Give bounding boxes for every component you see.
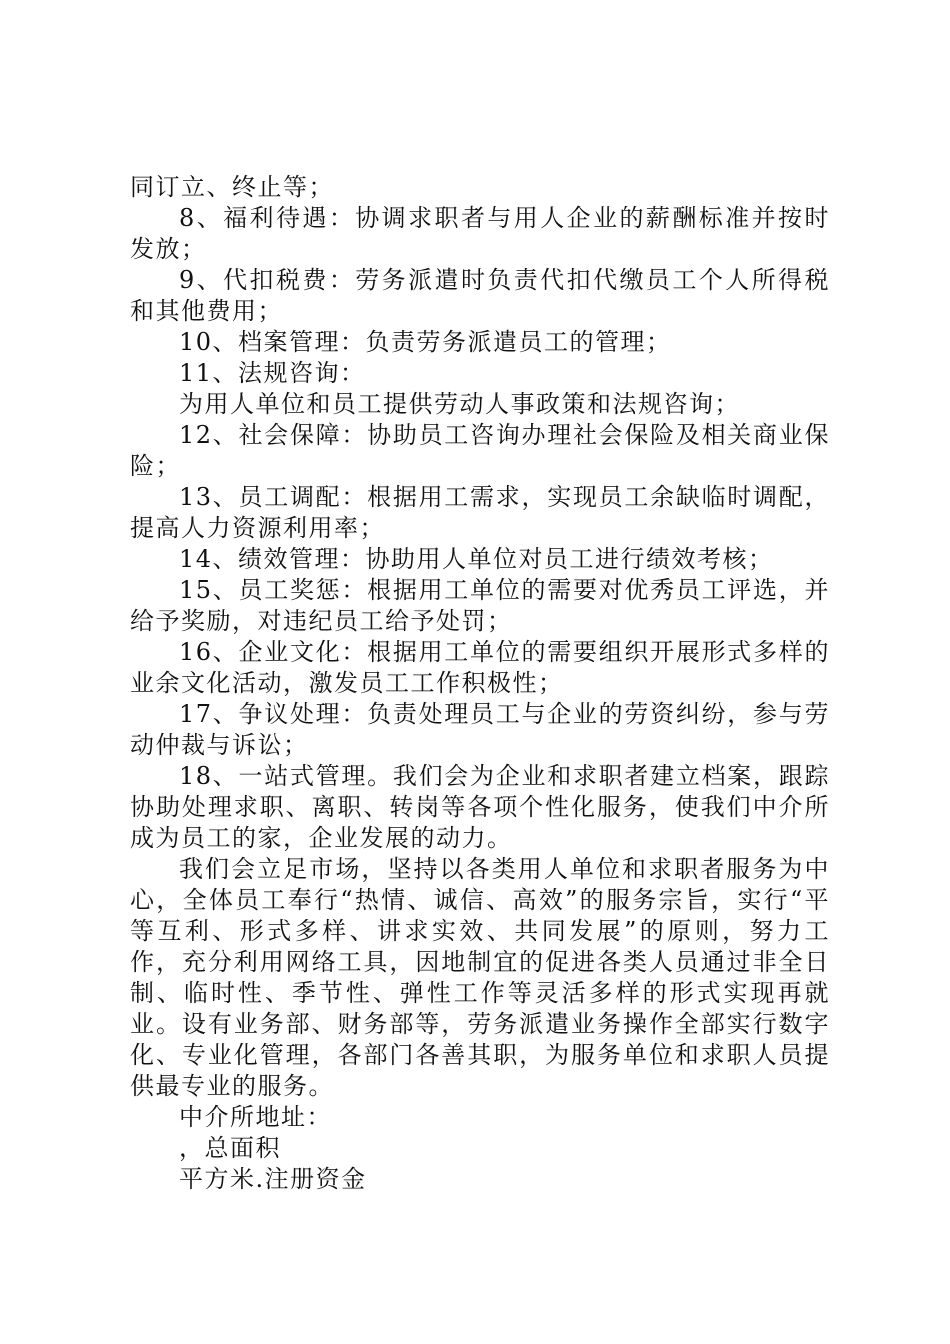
paragraph-continuation: 同订立、终止等； <box>130 173 334 201</box>
paragraph-item-9: 9、代扣税费：劳务派遣时负责代扣代缴员工个人所得税和其他费用； <box>130 266 830 325</box>
paragraph-item-8: 8、福利待遇：协调求职者与用人企业的薪酬标准并按时发放； <box>130 204 830 263</box>
paragraph-item-10: 10、档案管理：负责劳务派遣员工的管理； <box>179 328 672 356</box>
paragraph-item-17: 17、争议处理：负责处理员工与企业的劳资纠纷，参与劳动仲裁与诉讼； <box>130 700 830 759</box>
paragraph-item-12: 12、社会保障：协助员工咨询办理社会保险及相关商业保险； <box>130 421 830 480</box>
paragraph-item-13: 13、员工调配：根据用工需求，实现员工余缺临时调配，提高人力资源利用率； <box>130 483 830 542</box>
paragraph-item-11: 11、法规咨询： <box>179 359 366 387</box>
document-body <box>130 172 830 1195</box>
paragraph-item-15: 15、员工奖惩：根据用工单位的需要对优秀员工评选，并给予奖励，对违纪员工给予处罚； <box>130 576 830 635</box>
paragraph-registered-capital: 平方米.注册资金 <box>179 1165 367 1193</box>
paragraph-item-16: 16、企业文化：根据用工单位的需要组织开展形式多样的业余文化活动，激发员工工作积极性； <box>130 638 830 697</box>
paragraph-mission-statement: 我们会立足市场，坚持以各类用人单位和求职者服务为中心，全体员工奉行“热情、诚信、高效”的服务宗旨，实行“平等互利、形式多样、讲求实效、共同发展”的原则，努力工作，充分利用网络工具，因地制宜的促进各类人员通过非全日制、临时性、季节性、弹性工作等灵活多样的形式实现再就业。设有业务部、财务部等，劳务派遣业务操作全部实行数字化、专业化管理，各部门各善其职，为服务单位和求职人员提供最专业的服务。 <box>130 855 830 1100</box>
paragraph-item-11-detail: 为用人单位和员工提供劳动人事政策和法规咨询； <box>179 390 740 418</box>
paragraph-item-18: 18、一站式管理。我们会为企业和求职者建立档案，跟踪协助处理求职、离职、转岗等各项个性化服务，使我们中介所成为员工的家，企业发展的动力。 <box>130 762 830 852</box>
paragraph-item-14: 14、绩效管理：协助用人单位对员工进行绩效考核； <box>179 545 774 573</box>
paragraph-address-label: 中介所地址： <box>179 1103 332 1131</box>
paragraph-total-area: ，总面积 <box>179 1134 281 1162</box>
